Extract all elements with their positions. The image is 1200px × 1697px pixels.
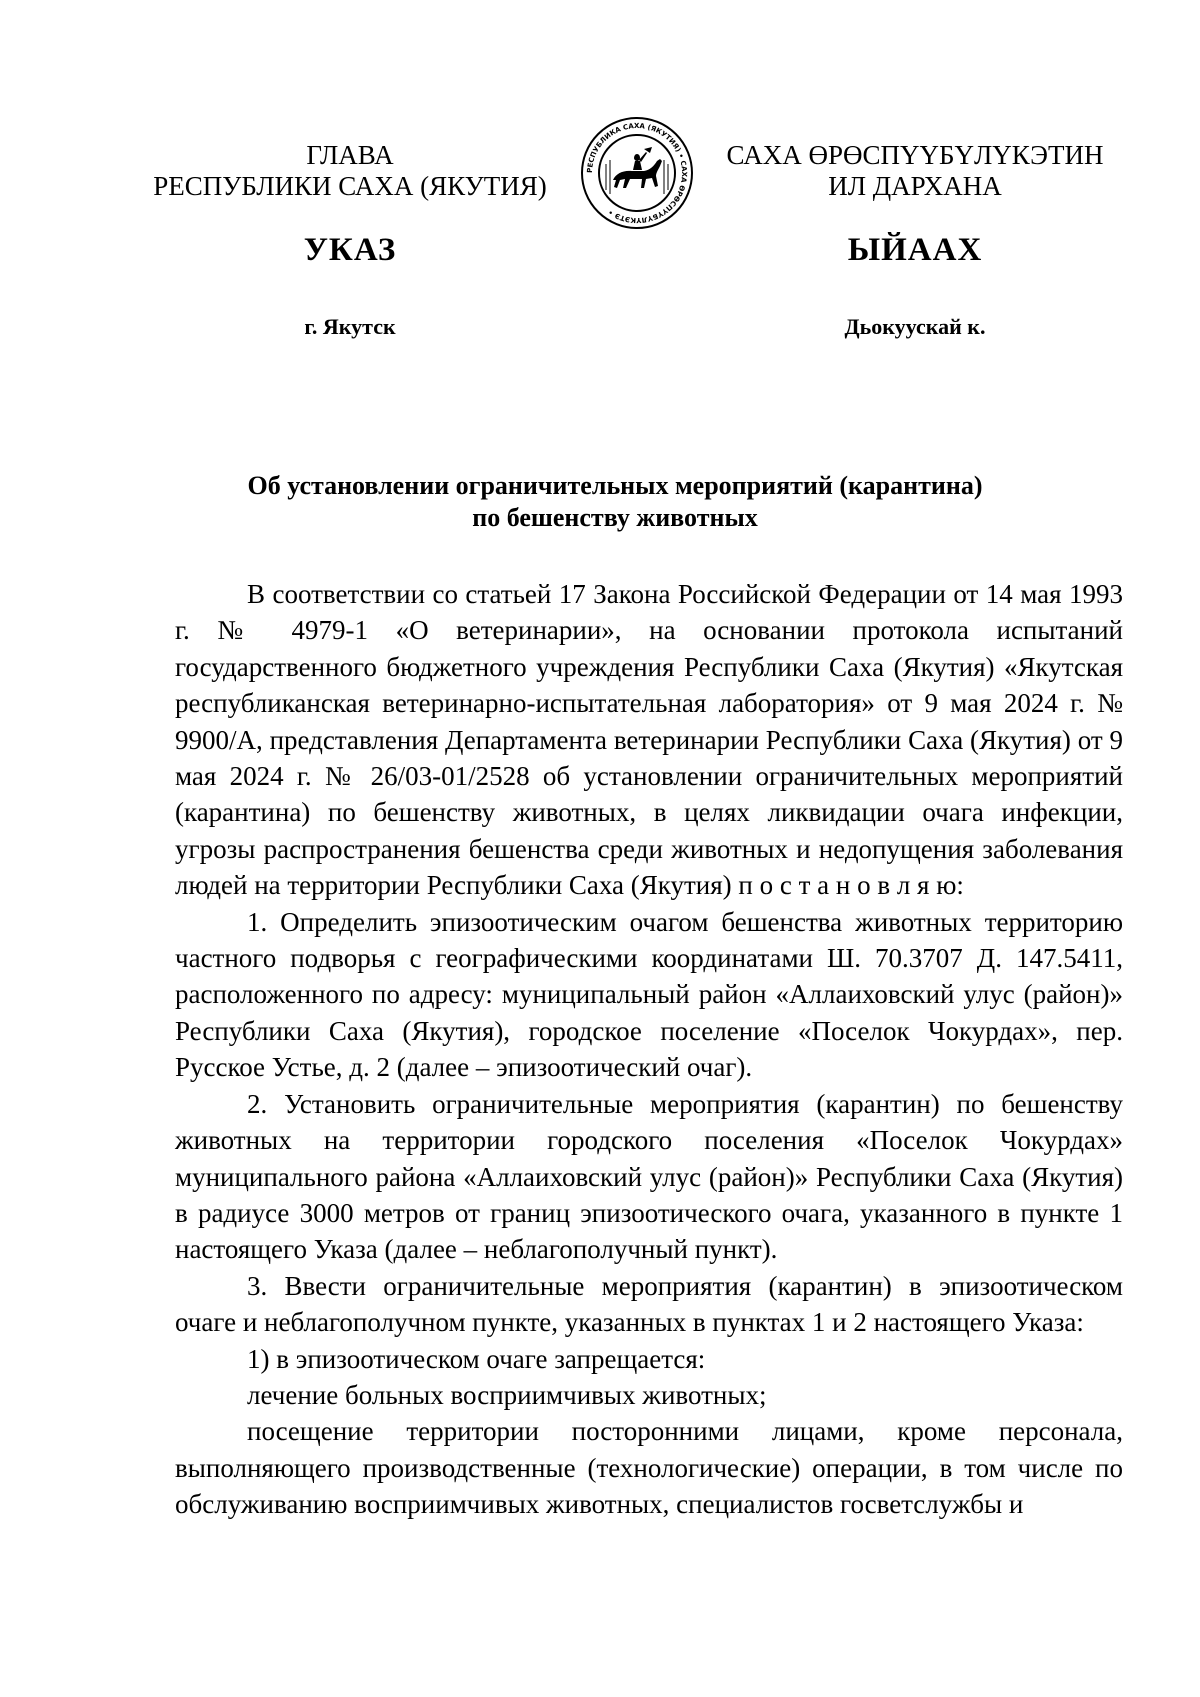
paragraph-subitem-1: 1) в эпизоотическом очаге запрещается: xyxy=(247,1343,706,1374)
paragraph-ban-treatment: лечение больных восприимчивых животных; xyxy=(247,1379,767,1410)
paragraph-preamble: В соответствии со статьей 17 Закона Российской Федерации от 14 мая 1993 г. № 4979-1 «О ветеринарии», на основании протокола испытаний государственного бюджетного учреждения Республики Саха (Якутия) «Якутская республиканская ветеринарно-испытательная лаборатория» от 9 мая 2024 г. № 9900/А, представления Департамента ветеринарии Республики Саха (Якутия) от 9 мая 2024 г. № 26/03-01/2528 об установлении ограничительных мероприятий (карантина) по бешенству животных, в целях ликвидации очага инфекции, угрозы распространения бешенства среди животных и недопущения заболевания людей на территории Республики Саха (Якутия) п о с т а н о в л я ю: xyxy=(175,579,1123,901)
city-ru: г. Якутск xyxy=(304,314,396,339)
coat-of-arms-icon xyxy=(580,116,694,230)
header-left xyxy=(140,140,560,202)
header-right-line2: ИЛ ДАРХАНА xyxy=(828,171,1002,201)
doc-type-sakha: ЫЙААХ xyxy=(847,232,983,268)
paragraph-item-1: 1. Определить эпизоотическим очагом бешенства животных территорию частного подворья с географическими координатами Ш. 70.3707 Д. 147.5411, расположенного по адресу: муниципальный район «Аллаиховский улус (район)» Республики Саха (Якутия), городское поселение «Поселок Чокурдах», пер. Русское Устье, д. 2 (далее – эпизоотический очаг). xyxy=(175,906,1123,1083)
header-left-line1: ГЛАВА xyxy=(306,140,394,170)
paragraph-item-3: 3. Ввести ограничительные мероприятия (карантин) в эпизоотическом очаге и неблагополучном пункте, указанных в пунктах 1 и 2 настоящего Указа: xyxy=(175,1270,1123,1338)
document-title xyxy=(170,470,1060,534)
title-line2: по бешенству животных xyxy=(472,503,758,532)
emblem-ring-text: РЕСПУБЛИКА САХА (ЯКУТИЯ) • САХА ӨРӨСПҮҮБҮЛҮКЭТЭ • xyxy=(585,121,689,225)
city-sakha: Дьокуускай к. xyxy=(844,314,986,339)
title-line1: Об установлении ограничительных мероприятий (карантина) xyxy=(247,471,983,500)
document-body xyxy=(175,576,1123,1523)
doc-type-ru: УКАЗ xyxy=(303,232,397,268)
paragraph-ban-visits: посещение территории посторонними лицами, кроме персонала, выполняющего производственные (технологические) операции, в том числе по обслуживанию восприимчивых животных, специалистов госветслужбы и xyxy=(175,1416,1123,1520)
header-right-line1: САХА ӨРӨСПҮҮБҮЛҮКЭТИН xyxy=(726,140,1104,170)
paragraph-item-2: 2. Установить ограничительные мероприятия (карантин) по бешенству животных на территории городского поселения «Поселок Чокурдах» муниципального района «Аллаиховский улус (район)» Республики Саха (Якутия) в радиусе 3000 метров от границ эпизоотического очага, указанного в пункте 1 настоящего Указа (далее – неблагополучный пункт). xyxy=(175,1088,1123,1265)
header-left-line2: РЕСПУБЛИКИ САХА (ЯКУТИЯ) xyxy=(153,171,547,201)
header-right xyxy=(725,140,1105,202)
